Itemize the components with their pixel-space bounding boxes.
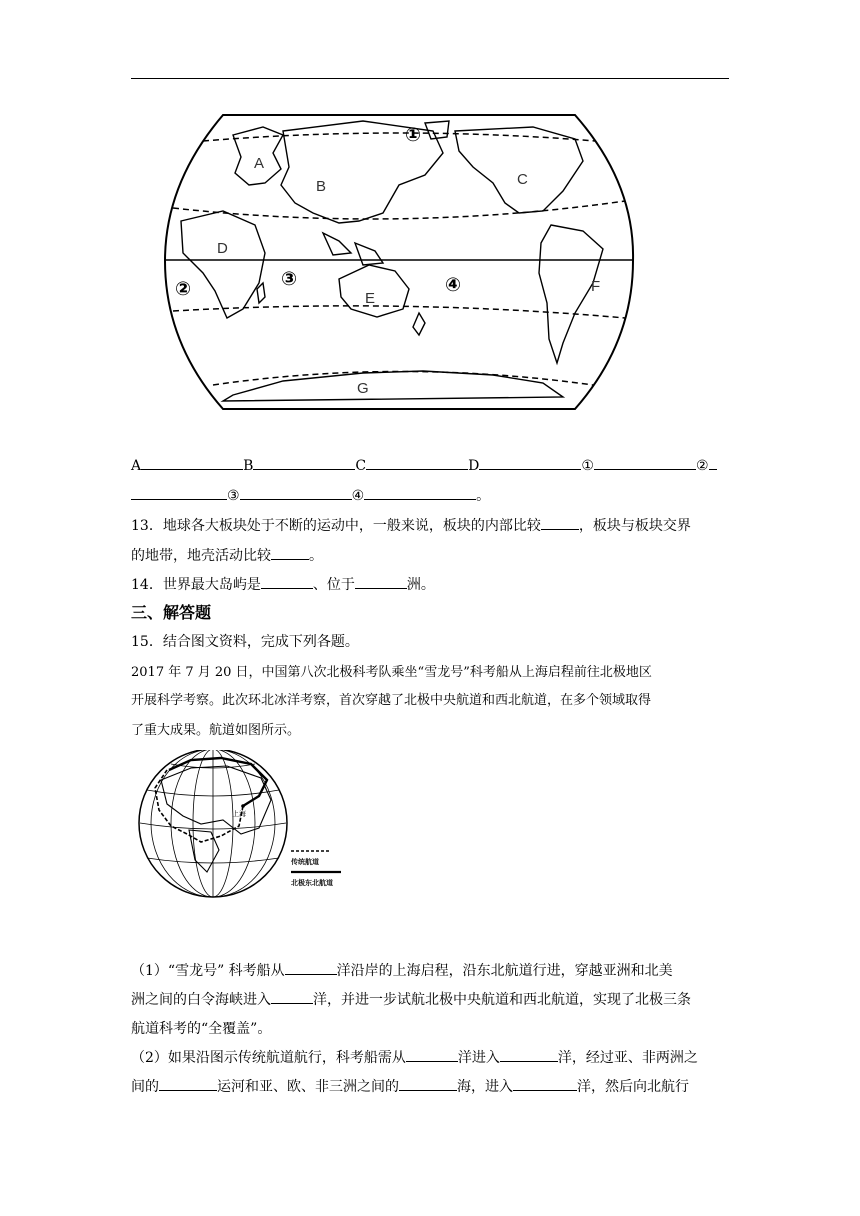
blank-ocean-3[interactable] [240,486,352,500]
blank-d[interactable] [479,456,581,470]
sub2-blank-4[interactable] [399,1077,457,1091]
q13-blank-2[interactable] [271,546,309,560]
q13-line-1: 13．地球各大板块处于不断的运动中，一般来说，板块的内部比较 ，板块与板块交界 [131,518,691,534]
q12-line-1: A B C D ① ② [131,456,717,474]
map-label-b: B [316,178,327,195]
legend-northeast: 北极东北航道 [291,879,333,887]
map-label-g: G [357,380,369,397]
sub2-blank-5[interactable] [513,1077,577,1091]
map-label-ocean-4: ④ [445,274,462,296]
sub1-blank-1[interactable] [285,961,337,975]
shanghai-dot [241,804,245,808]
q15-intro: 15．结合图文资料，完成下列各题。 [131,634,359,650]
q14-line: 14．世界最大岛屿是 、位于 洲。 [131,577,435,593]
legend-traditional: 传统航道 [291,858,319,866]
map-label-c: C [517,171,528,188]
q15-sub1-line-1: （1）“雪龙号” 科考船从 洋沿岸的上海启程，沿东北航道行进，穿越亚洲和北美 [131,963,673,979]
section-title: 三、解答题 [131,603,212,622]
q15-para-3: 了重大成果。航道如图所示。 [131,723,301,738]
northeast-route [169,758,267,806]
q14-blank-2[interactable] [355,575,407,589]
q14-blank-1[interactable] [261,575,313,589]
map-label-f: F [591,278,601,295]
q15-sub1-line-3: 航道科考的“全覆盖”。 [131,1021,272,1037]
q13-line-2: 的地带，地壳活动比较 。 [131,548,323,564]
q15-sub2-line-1: （2）如果沿图示传统航道航行，科考船需从 洋进入 洋，经过亚、非两洲之 [131,1050,698,1066]
blank-ocean-1[interactable] [594,456,696,470]
map-label-ocean-2: ② [175,278,192,300]
map-label-d: D [217,240,228,257]
q15-sub1-line-2: 洲之间的白令海峡进入 洋，并进一步试航北极中央航道和西北航道，实现了北极三条 [131,992,691,1008]
globe-figure [131,750,347,900]
blank-b[interactable] [253,456,355,470]
map-label-ocean-1: ① [405,124,422,146]
map-label-e: E [365,290,376,307]
blank-ocean-4[interactable] [364,486,476,500]
header-rule [131,78,729,79]
map-label-ocean-3: ③ [281,268,298,290]
q13-blank-1[interactable] [541,516,579,530]
map-frame [165,115,633,409]
blank-c[interactable] [366,456,468,470]
city-label-shanghai: 上海 [232,810,246,818]
world-map-figure [163,113,635,411]
q15-para-2: 开展科学考察。此次环北冰洋考察，首次穿越了北极中央航道和西北航道，在多个领域取得 [131,693,652,708]
map-label-a: A [254,155,265,172]
blank-ocean-2-start[interactable] [709,456,717,470]
q15-para-1: 2017 年 7 月 20 日，中国第八次北极科考队乘坐“雪龙号”科考船从上海启程前往北极地区 [131,665,652,680]
sub2-blank-3[interactable] [159,1077,217,1091]
q12-line-2: ③ ④ 。 [131,485,490,505]
sub2-blank-2[interactable] [500,1048,558,1062]
sub1-blank-2[interactable] [271,990,313,1004]
blank-a[interactable] [141,456,243,470]
sub2-blank-1[interactable] [406,1048,458,1062]
blank-ocean-2[interactable] [131,486,227,500]
q15-sub2-line-2: 间的 运河和亚、欧、非三洲之间的 海，进入 洋，然后向北航行 [131,1079,689,1095]
